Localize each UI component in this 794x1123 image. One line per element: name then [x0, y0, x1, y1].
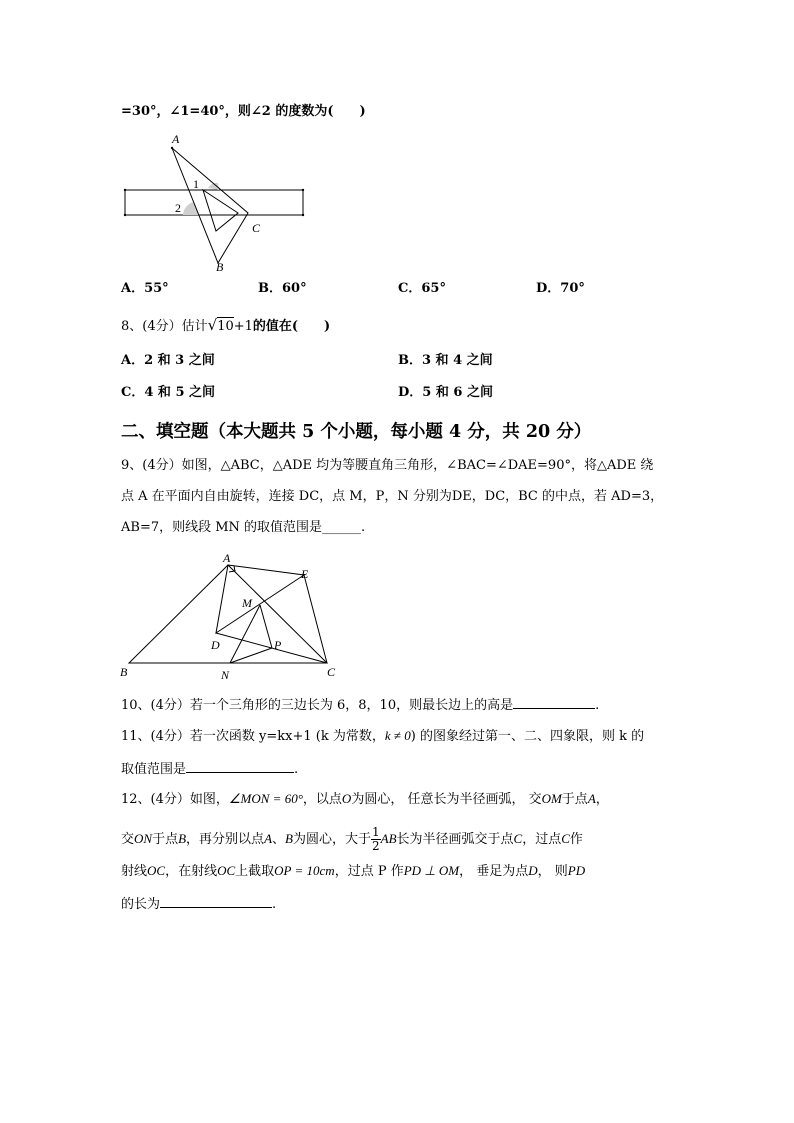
q9-label-D: D — [211, 638, 220, 652]
inner-triangle — [203, 190, 238, 231]
q7-option-a[interactable]: A．55° — [121, 281, 169, 296]
q7-label-C: C — [252, 221, 261, 235]
q8-plus: +1 — [233, 319, 253, 334]
q7-option-d[interactable]: D．70° — [536, 281, 585, 296]
q9-label-A: A — [223, 551, 231, 565]
q12-line3: 射线OC，在射线OC上截取OP = 10cm，过点 P 作PD ⊥ OM， 垂足为点D， 则PD — [121, 863, 586, 879]
q7-label-B: B — [216, 260, 224, 274]
q8-radicand: 10 — [217, 319, 234, 334]
segment-MP — [260, 605, 272, 648]
q9-label-E: E — [301, 567, 309, 581]
q8-option-d[interactable]: D．5 和 6 之间 — [398, 385, 493, 400]
q11-line2: 取值范围是 . — [121, 759, 298, 779]
q7-label-1: 1 — [193, 177, 199, 191]
q12-line4: 的长为 . — [121, 894, 276, 914]
q10-answer-blank[interactable] — [513, 695, 595, 709]
q8-option-c[interactable]: C．4 和 5 之间 — [121, 385, 216, 400]
q9-label-N: N — [221, 668, 230, 682]
q9-label-P: P — [274, 638, 282, 652]
q8-suffix: 的值在( ) — [252, 319, 331, 334]
q9-label-B: B — [120, 665, 128, 679]
q12-answer-blank[interactable] — [160, 894, 272, 908]
q8-prefix: 8、(4分）估计 — [121, 319, 208, 334]
q12-fraction-half: $\frac{1}{2}$ — [372, 825, 380, 853]
q7-figure — [115, 128, 315, 273]
section-title-fill-in: 二、填空题（本大题共 5 个小题，每小题 4 分，共 20 分） — [121, 422, 592, 442]
q11-condition: k ≠ 0 — [384, 728, 411, 743]
q8-option-b[interactable]: B．3 和 4 之间 — [398, 353, 493, 368]
q9-figure — [115, 548, 350, 683]
q7-option-c[interactable]: C．65° — [398, 281, 446, 296]
q11-line1: 11、(4分）若一次函数 y=kx+1 (k 为常数，k ≠ 0) 的图象经过第一、二、四象限，则 k 的 — [121, 728, 645, 744]
q10-stem: 10、(4分）若一个三角形的三边长为 6，8，10，则最长边上的高是 . — [121, 695, 599, 715]
q9-label-C: C — [327, 665, 336, 679]
q7-figure-strip — [125, 190, 303, 215]
q7-label-2: 2 — [175, 201, 181, 215]
q9-line1: 9、(4分）如图，△ABC，△ADE 均为等腰直角三角形，∠BAC=∠DAE=90°，将△ADE 绕 — [121, 458, 654, 473]
q9-label-M: M — [242, 596, 252, 610]
segment-EC — [304, 575, 327, 663]
q12-line2: 交ON于点B，再分别以点A、B为圆心，大于 $\frac{1}{2}$ AB长为半径画弧交于点C，过点C作 — [121, 825, 583, 853]
q7-stem-continuation: =30°，∠1=40°，则∠2 的度数为( ) — [121, 104, 366, 119]
q9-line2: 点 A 在平面内自由旋转，连接 DC，点 M，P，N 分别为DE，DC，BC 的中点，若 AD=3， — [121, 489, 664, 504]
q8-option-a[interactable]: A．2 和 3 之间 — [121, 353, 215, 368]
q7-label-A: A — [172, 132, 180, 146]
q8-stem: 8、(4分）估计√10+1的值在( ) — [121, 316, 331, 334]
q9-line3: AB=7，则线段 MN 的取值范围是______. — [121, 520, 366, 535]
q11-answer-blank[interactable] — [186, 759, 294, 773]
q12-line1: 12、(4分）如图，∠MON = 60°，以点O为圆心， 任意长为半径画弧， 交OM于点A， — [121, 791, 609, 807]
outer-triangle-ABC — [172, 148, 248, 263]
q7-option-b[interactable]: B．60° — [258, 281, 307, 296]
triangle-ADE — [216, 565, 304, 633]
